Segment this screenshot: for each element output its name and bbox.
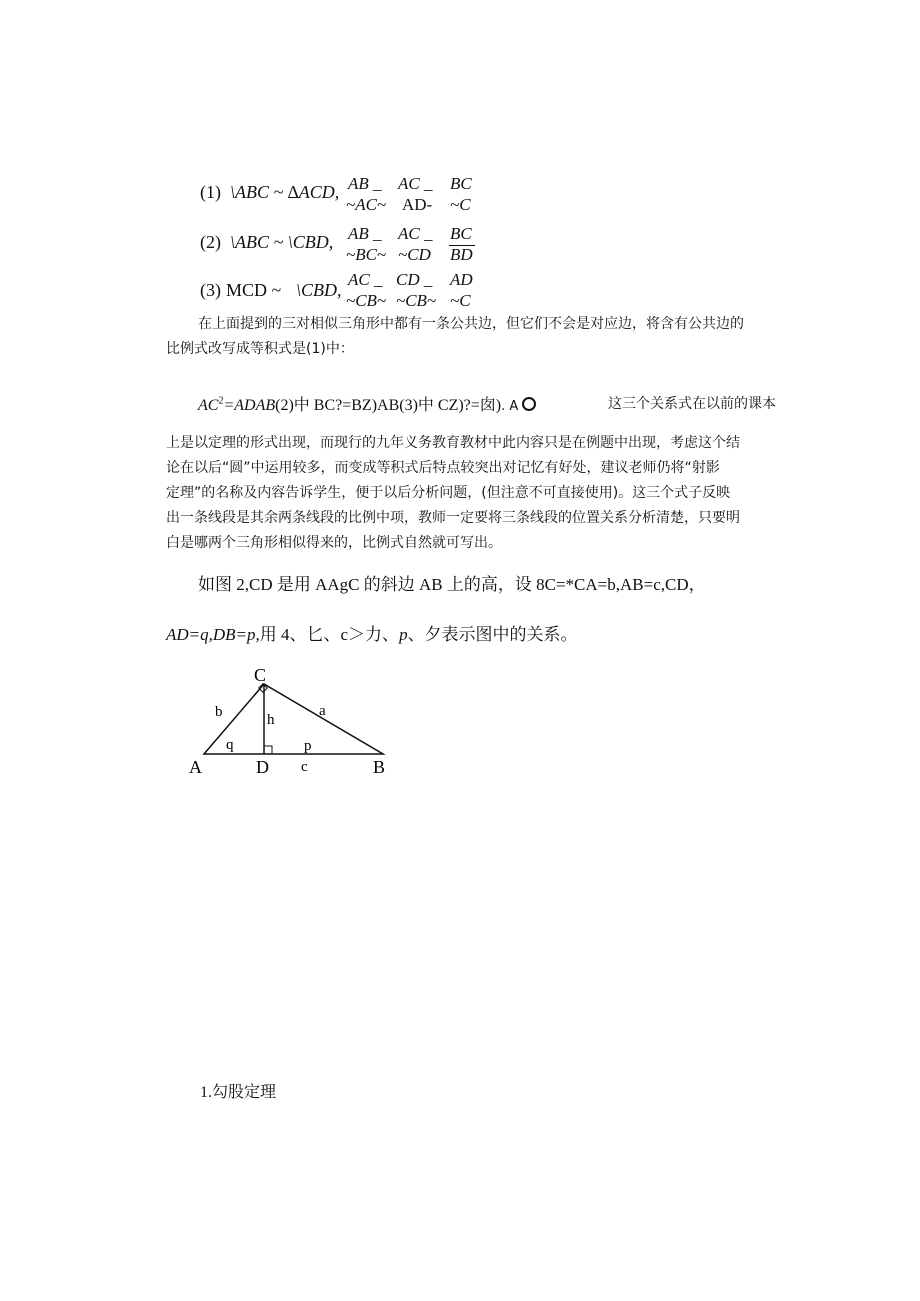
formula-3-top-2: CD _ <box>396 270 433 289</box>
paragraph-line: 论在以后“圆”中运用较多，而变成等积式后特点较突出对记忆有好处，建议老师仍将“射影 <box>166 460 720 476</box>
formula-3-top-1: AC _ <box>348 270 383 289</box>
formula-2-lead: \ABC ~ \CBD, <box>230 232 334 252</box>
vertex-label-a: A <box>189 757 202 777</box>
variables-italic: AD=q,DB=p, <box>166 625 260 644</box>
paragraph-figure-intro: 如图 2,CD 是用 AAgC 的斜边 AB 上的高，设 8C=*CA=b,AB=c,CD， <box>198 575 706 594</box>
equation-note: 这三个关系式在以前的课本 <box>608 396 776 412</box>
equation-main-a: AC <box>198 397 219 414</box>
paragraph-projection-theorem <box>166 431 740 556</box>
formula-1-bottom-2: AD- <box>402 195 433 214</box>
paragraph-line: 比例式改写成等积式是(1)中： <box>166 341 354 357</box>
formula-1-top-3: BC <box>450 174 472 193</box>
right-triangle-figure <box>180 660 410 785</box>
variables-plain-b: 、夕表示图中的关系。 <box>407 625 578 644</box>
side-label-q: q <box>226 737 234 753</box>
circle-mark <box>522 397 536 411</box>
vertex-label-d: D <box>256 757 269 777</box>
side-label-h: h <box>267 712 275 728</box>
formula-3-bottom-2: ~CB~ <box>396 291 437 310</box>
paragraph-line: 在上面提到的三对相似三角形中都有一条公共边，但它们不会是对应边，将含有公共边的 <box>198 316 744 332</box>
vertex-label-b: B <box>373 757 386 777</box>
equation-line <box>198 392 536 415</box>
paragraph-line: 出一条线段是其余两条线段的比例中项，教师一定要将三条线段的位置关系分析清楚，只要明 <box>166 510 740 526</box>
variables-plain-a: 用 4、匕、c＞力、 <box>259 625 400 644</box>
side-label-a: a <box>319 703 326 719</box>
formula-3-top-3: AD <box>450 270 473 289</box>
equation-rest: (2)中 BC?=BZ)AB(3)中 CZ)?=囱) <box>275 397 502 414</box>
formula-2-number: (2) <box>200 232 221 252</box>
paragraph-line: 上是以定理的形式出现，而现行的九年义务教育教材中此内容只是在例题中出现，考虑这个结 <box>166 435 740 451</box>
formula-1 <box>200 170 500 214</box>
side-label-p: p <box>304 738 312 754</box>
formula-3-number: (3) <box>200 280 221 300</box>
formula-1-lead: \ABC ~ ∆ACD, <box>230 182 340 202</box>
formula-1-number: (1) <box>200 182 221 202</box>
formula-2-bottom-2: ~CD <box>398 245 431 264</box>
variables-p: p <box>399 625 408 644</box>
equation-superscript: 2 <box>218 395 224 407</box>
formula-2-bottom-1: ~BC~ <box>346 245 387 264</box>
formula-1-top-2: AC _ <box>398 174 433 193</box>
equation-tail: . A <box>501 399 519 414</box>
formula-1-bottom-3: ~C <box>450 195 471 214</box>
formula-2 <box>200 220 500 264</box>
paragraph-line: 白是哪两个三角形相似得来的，比例式自然就可写出。 <box>166 535 502 551</box>
formula-3-lead-italic: \CBD, <box>296 280 342 300</box>
vertex-label-c: C <box>254 665 267 685</box>
formula-3-bottom-1: ~CB~ <box>346 291 387 310</box>
formula-1-bottom-1: ~AC~ <box>346 195 387 214</box>
formula-2-bottom-3: BD <box>450 245 473 264</box>
formula-3-bottom-3: ~C <box>450 291 471 310</box>
section-heading: 1.勾股定理 <box>200 1084 277 1101</box>
formula-2-top-3: BC <box>450 224 472 243</box>
side-label-c: c <box>301 759 308 775</box>
formula-3 <box>200 268 500 312</box>
formula-2-top-2: AC _ <box>398 224 433 243</box>
paragraph-line: 定理”的名称及内容告诉学生，便于以后分析问题，(但注意不可直接使用)。这三个式子反映 <box>166 485 731 501</box>
equation-main-b: =ADAB <box>223 397 276 414</box>
formula-2-top-1: AB _ <box>348 224 382 243</box>
right-angle-mark-d <box>264 746 272 754</box>
paragraph-common-edge <box>166 312 744 362</box>
side-label-b: b <box>215 704 223 720</box>
formula-3-lead-plain: MCD ~ <box>226 280 282 300</box>
paragraph-variables <box>166 620 578 645</box>
formula-1-top-1: AB _ <box>348 174 382 193</box>
